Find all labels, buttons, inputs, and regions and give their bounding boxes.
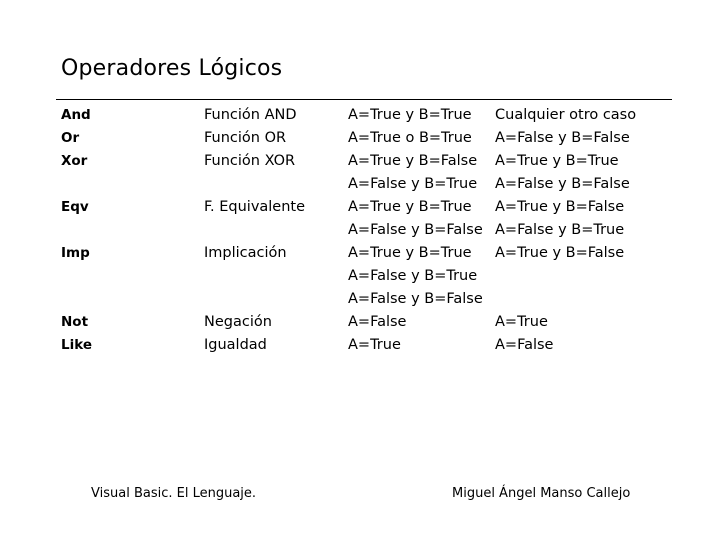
operator-description: Función OR (204, 130, 287, 146)
operator-name: Like (61, 337, 93, 353)
condition-text: A=True y B=False (348, 153, 478, 169)
result-text: A=False y B=True (495, 222, 625, 238)
operator-description: F. Equivalente (204, 199, 306, 215)
operator-name: Not (61, 314, 89, 330)
result-text: A=False y B=False (495, 130, 630, 146)
result-text: A=True y B=False (495, 245, 625, 261)
condition-text: A=True o B=True (348, 130, 472, 146)
condition-text: A=False (348, 314, 407, 330)
condition-text: A=False y B=True (348, 268, 478, 284)
result-text: Cualquier otro caso (495, 107, 637, 123)
condition-text: A=True y B=True (348, 107, 472, 123)
operator-name: Or (61, 130, 80, 146)
result-text: A=False (495, 337, 554, 353)
footer-course-title: Visual Basic. El Lenguaje. (91, 486, 257, 501)
result-text: A=True (495, 314, 548, 330)
operator-name: Eqv (61, 199, 89, 215)
result-text: A=False y B=False (495, 176, 630, 192)
operator-name: Imp (61, 245, 90, 261)
condition-text: A=True y B=True (348, 245, 472, 261)
condition-text: A=False y B=False (348, 222, 483, 238)
operator-description: Negación (204, 314, 272, 330)
operator-name: Xor (61, 153, 88, 169)
condition-text: A=False y B=False (348, 291, 483, 307)
condition-text: A=True (348, 337, 401, 353)
operator-description: Función XOR (204, 153, 296, 169)
slide-title: Operadores Lógicos (61, 56, 283, 81)
condition-text: A=True y B=True (348, 199, 472, 215)
operator-description: Igualdad (204, 337, 267, 353)
footer-author: Miguel Ángel Manso Callejo (452, 486, 631, 501)
condition-text: A=False y B=True (348, 176, 478, 192)
result-text: A=True y B=True (495, 153, 619, 169)
title-divider (56, 99, 672, 100)
operator-description: Implicación (204, 245, 287, 261)
operator-name: And (61, 107, 91, 123)
result-text: A=True y B=False (495, 199, 625, 215)
operator-description: Función AND (204, 107, 297, 123)
